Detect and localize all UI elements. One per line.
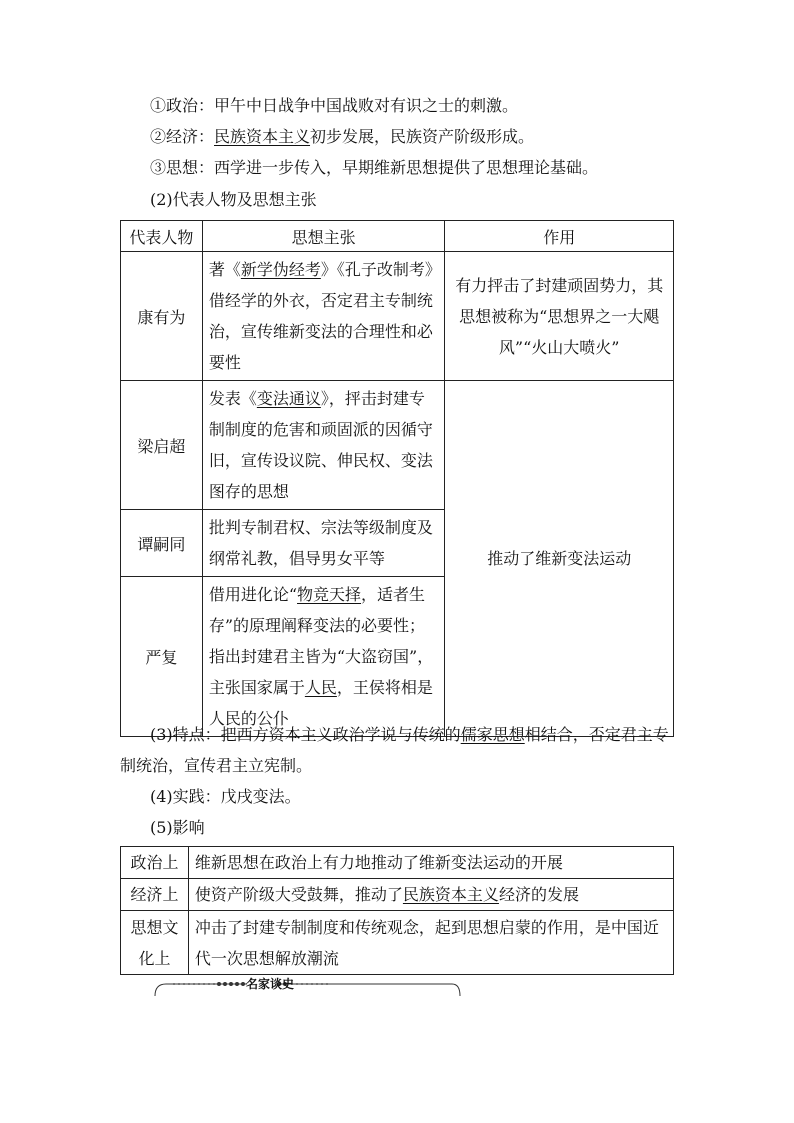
- figure-effect: 有力抨击了封建顽固势力，其思想被称为“思想界之一大飓风”“火山大喷火”: [445, 252, 674, 381]
- header-figure: 代表人物: [121, 221, 203, 252]
- influence-key: 经济上: [121, 879, 189, 911]
- table-row: [121, 911, 674, 975]
- figure-thought: 借用进化论“物竞天择，适者生存”的原理阐释变法的必要性；指出封建君主皆为“大盗窃国”，主张国家属于人民，王侯将相是人民的公仆: [202, 577, 445, 737]
- section-5-title: (5)影响: [150, 818, 205, 837]
- banner-label: 名家谈史: [246, 977, 295, 991]
- header-thought: 思想主张: [202, 221, 445, 252]
- influence-table: [120, 846, 674, 975]
- cause-thought: ③思想：西学进一步传入，早期维新思想提供了思想理论基础。: [150, 158, 599, 177]
- figures-table: [120, 220, 674, 737]
- table-row: [121, 381, 674, 510]
- influence-value: 使资产阶级大受鼓舞，推动了民族资本主义经济的发展: [188, 879, 673, 911]
- influence-key: 思想文化上: [121, 911, 189, 975]
- table-row: [121, 879, 674, 911]
- influence-value: 维新思想在政治上有力地推动了维新变法运动的开展: [188, 847, 673, 879]
- cause-economy: ②经济：民族资本主义初步发展，民族资产阶级形成。: [150, 127, 535, 146]
- banner-frame: [152, 974, 462, 1002]
- figure-thought: 发表《变法通议》，抨击封建专制制度的危害和顽固派的因循守旧，宣传设议院、伸民权、变法图存的思想: [202, 381, 445, 510]
- influence-value: 冲击了封建专制制度和传统观念，起到思想启蒙的作用，是中国近代一次思想解放潮流: [188, 911, 673, 975]
- section-4: (4)实践：戊戌变法。: [150, 787, 301, 806]
- table-row: [121, 847, 674, 879]
- shared-effect: 推动了维新变法运动: [445, 381, 674, 737]
- cause-politics: ①政治：甲午中日战争中国战败对有识之士的刺激。: [150, 96, 519, 115]
- figure-name: 康有为: [121, 252, 203, 381]
- table-row: [121, 252, 674, 381]
- table-header-row: [121, 221, 674, 252]
- influence-key: 政治上: [121, 847, 189, 879]
- section-3-line1: (3)特点：把西方资本主义政治学说与传统的儒家思想相结合，否定君主专: [150, 725, 669, 744]
- section-3-line2: 制统治，宣传君主立宪制。: [120, 756, 313, 775]
- section-2-title: (2)代表人物及思想主张: [150, 190, 317, 209]
- figure-thought: 批判专制君权、宗法等级制度及纲常礼教，倡导男女平等: [202, 510, 445, 577]
- figure-name: 谭嗣同: [121, 510, 203, 577]
- figure-name: 严复: [121, 577, 203, 737]
- figure-name: 梁启超: [121, 381, 203, 510]
- header-effect: 作用: [445, 221, 674, 252]
- section-banner: [152, 974, 462, 1002]
- figure-thought: 著《新学伪经考》《孔子改制考》借经学的外衣，否定君主专制统治，宣传维新变法的合理性和必要性: [202, 252, 445, 381]
